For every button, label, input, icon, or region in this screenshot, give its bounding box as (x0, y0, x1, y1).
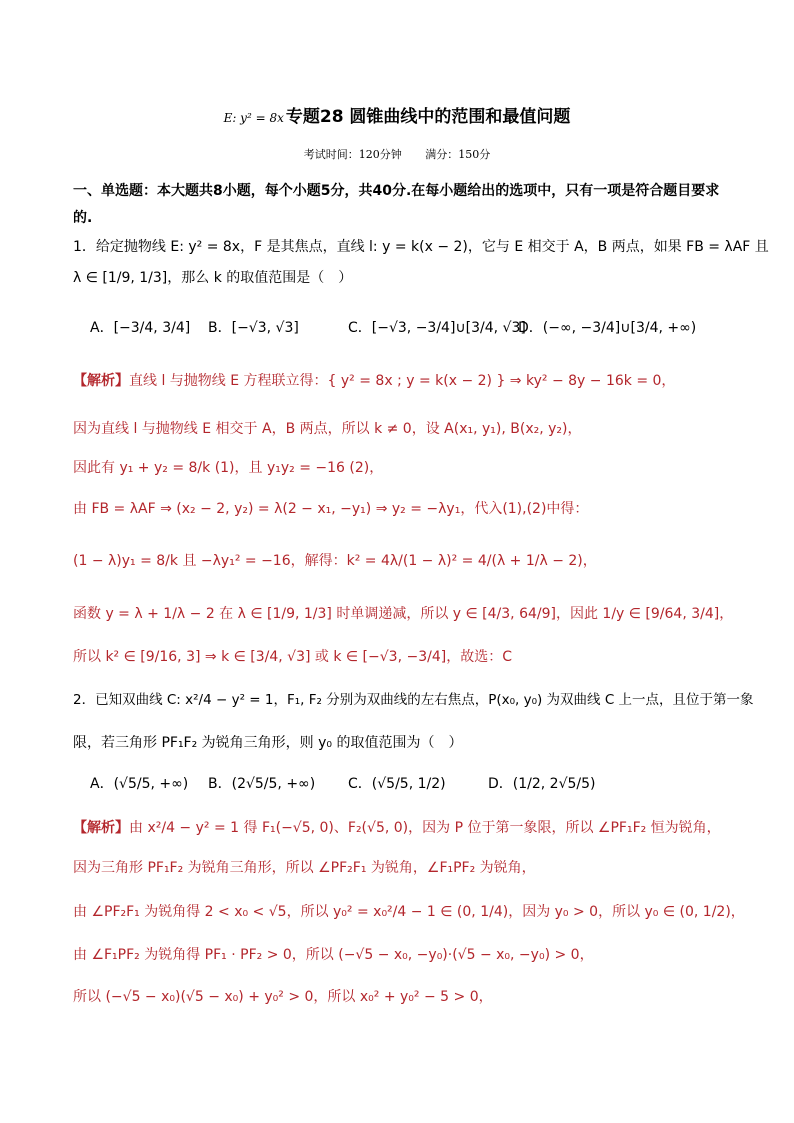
section-heading-line-2: 的. (73, 210, 93, 226)
section-heading-line-1: 一、单选题：本大题共8小题，每个小题5分，共40分.在每小题给出的选项中，只有一项是符合题目要求 (73, 183, 720, 199)
exam-info (0, 148, 794, 162)
q2-analysis-line-2: 因为三角形 PF₁F₂ 为锐角三角形，所以 ∠PF₂F₁ 为锐角，∠F₁PF₂ 为锐角， (73, 860, 536, 876)
q1-options (90, 318, 730, 338)
title-text: 专题28 圆锥曲线中的范围和最值问题 (285, 107, 571, 127)
q1-option-a: A．[−3/4, 3/4] (90, 320, 191, 336)
q1-option-c: C．[−√3, −3/4]∪[3/4, √3] (348, 320, 526, 336)
q1-analysis-line-5: (1 − λ)y₁ = 8/k 且 −λy₁² = −16，解得：k² = 4λ/(1 − λ)² = 4/(λ + 1/λ − 2)， (73, 553, 597, 569)
q1-stem-line-2: λ ∈ [1/9, 1/3]，那么 k 的取值范围是（ ） (73, 270, 353, 286)
exam-time: 考试时间：120分钟 (303, 148, 402, 161)
q1-analysis-text-1: 直线 l 与抛物线 E 方程联立得：{ y² = 8x ; y = k(x − 2) } ⇒ ky² − 8y − 16k = 0， (129, 373, 676, 389)
q2-option-c: C．(√5/5, 1/2) (348, 776, 446, 792)
q2-stem-line-1: 2．已知双曲线 C: x²/4 − y² = 1，F₁, F₂ 分别为双曲线的左右焦点，P(x₀, y₀) 为双曲线 C 上一点，且位于第一象 (73, 692, 754, 708)
q1-option-b: B．[−√3, √3] (208, 320, 299, 336)
q2-analysis-line-3: 由 ∠PF₂F₁ 为锐角得 2 < x₀ < √5，所以 y₀² = x₀²/4 − 1 ∈ (0, 1/4)，因为 y₀ > 0，所以 y₀ ∈ (0, 1/2)， (73, 904, 745, 920)
q2-stem-line-2: 限，若三角形 PF₁F₂ 为锐角三角形，则 y₀ 的取值范围为（ ） (73, 735, 463, 751)
exam-score: 满分：150分 (425, 148, 491, 161)
q1-analysis-tag: 【解析】 (73, 373, 129, 389)
q1-analysis-line-4: 由 FB = λAF ⇒ (x₂ − 2, y₂) = λ(2 − x₁, −y₁) ⇒ y₂ = −λy₁，代入(1),(2)中得： (73, 501, 589, 517)
q1-analysis-line-1 (73, 371, 675, 391)
q2-option-a: A．(√5/5, +∞) (90, 776, 189, 792)
q1-analysis-line-6: 函数 y = λ + 1/λ − 2 在 λ ∈ [1/9, 1/3] 时单调递减，所以 y ∈ [4/3, 64/9]，因此 1/y ∈ [9/64, 3/4]， (73, 606, 734, 622)
q2-option-d: D．(1/2, 2√5/5) (488, 776, 596, 792)
q2-option-b: B．(2√5/5, +∞) (208, 776, 316, 792)
q2-analysis-line-1 (73, 818, 721, 838)
q2-analysis-text-1: 由 x²/4 − y² = 1 得 F₁(−√5, 0)、F₂(√5, 0)，因为 P 位于第一象限，所以 ∠PF₁F₂ 恒为锐角， (129, 820, 721, 836)
q2-analysis-line-4: 由 ∠F₁PF₂ 为锐角得 PF₁ · PF₂ > 0，所以 (−√5 − x₀, −y₀)·(√5 − x₀, −y₀) > 0， (73, 947, 594, 963)
q1-analysis-line-7: 所以 k² ∈ [9/16, 3] ⇒ k ∈ [3/4, √3] 或 k ∈ [−√3, −3/4]，故选：C (73, 649, 512, 665)
q2-analysis-tag: 【解析】 (73, 820, 129, 836)
q2-analysis-line-5: 所以 (−√5 − x₀)(√5 − x₀) + y₀² > 0，所以 x₀² + y₀² − 5 > 0， (73, 989, 493, 1005)
q1-option-d: D．(−∞, −3/4]∪[3/4, +∞) (518, 320, 697, 336)
q2-options (90, 774, 730, 794)
q1-stem-line-1: 1．给定抛物线 E: y² = 8x，F 是其焦点，直线 l: y = k(x − 2)，它与 E 相交于 A，B 两点，如果 FB = λAF 且 (73, 239, 769, 255)
q1-analysis-line-2: 因为直线 l 与抛物线 E 相交于 A，B 两点，所以 k ≠ 0，设 A(x₁, y₁), B(x₂, y₂)， (73, 421, 582, 437)
q1-analysis-line-3: 因此有 y₁ + y₂ = 8/k (1)，且 y₁y₂ = −16 (2)， (73, 460, 384, 476)
page-title (0, 106, 794, 129)
title-prefix: E: y² = 8x (223, 111, 284, 125)
